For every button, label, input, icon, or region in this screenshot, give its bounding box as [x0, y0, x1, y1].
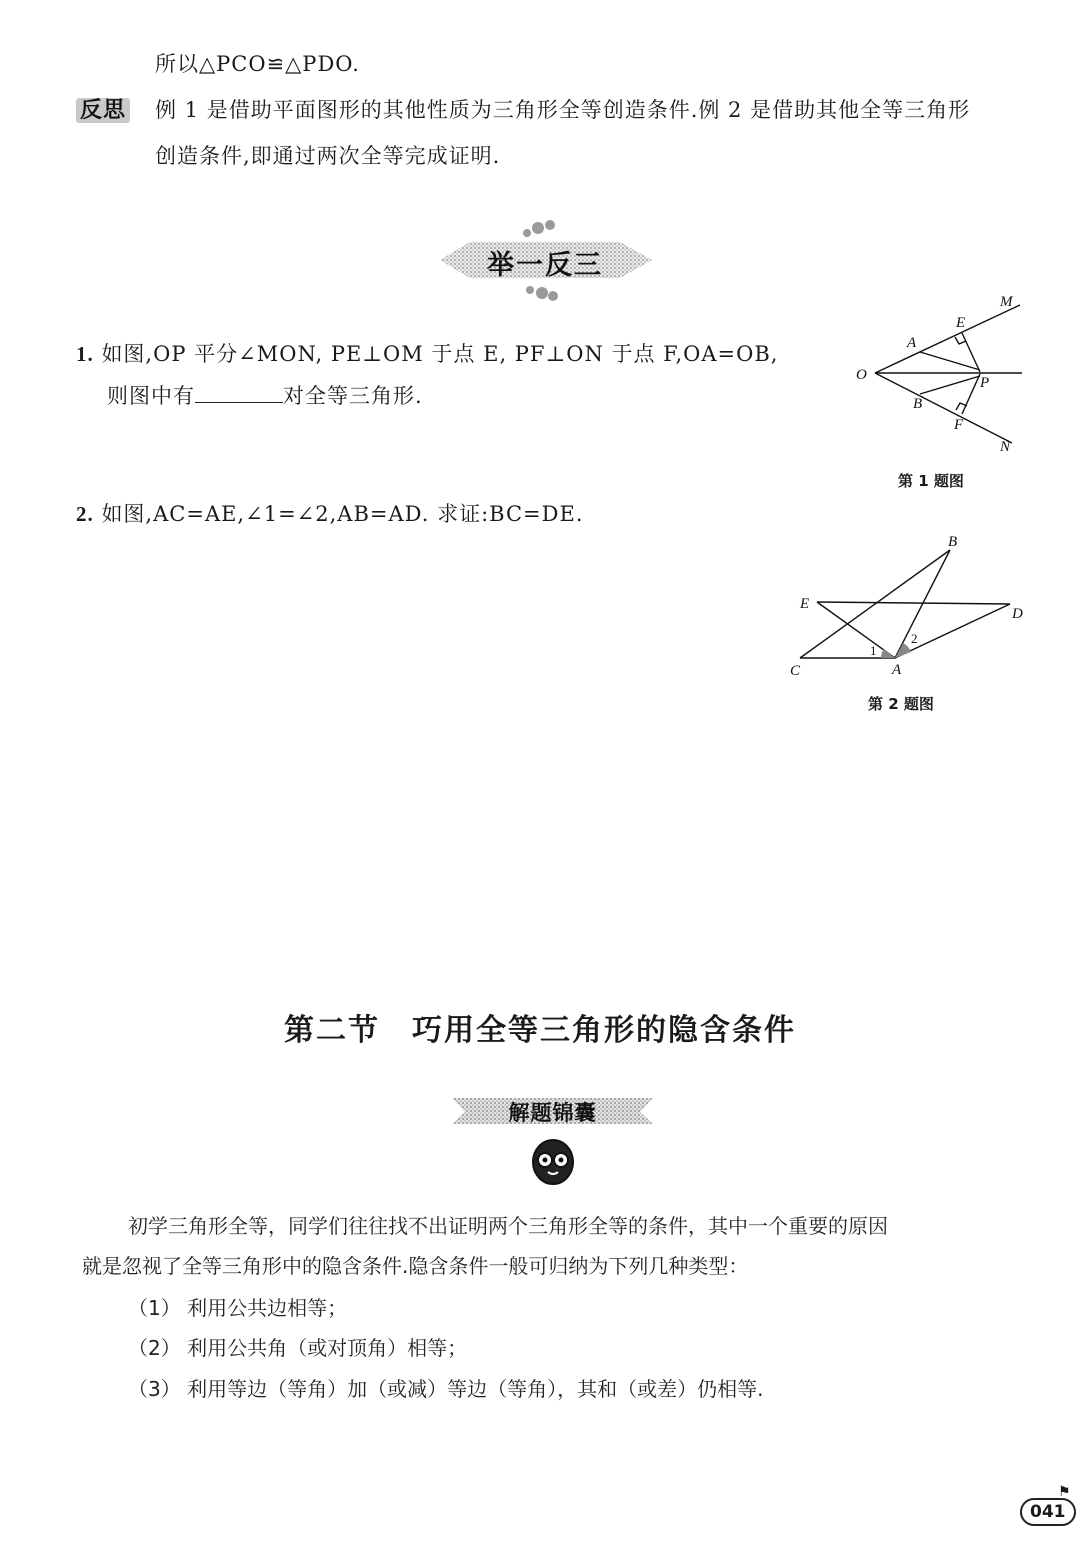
figure-2-caption: 第 2 题图 [868, 695, 934, 713]
answer-blank[interactable] [195, 384, 283, 403]
label-O: O [856, 367, 867, 383]
question-2-text: 如图,AC=AE,∠1=∠2,AB=AD. 求证:BC=DE. [101, 502, 584, 526]
label-A: A [907, 335, 917, 351]
label-C-2: C [790, 663, 801, 679]
flag-icon: ⚑ [1058, 1484, 1071, 1500]
question-1-text-post: 对全等三角形. [283, 384, 423, 408]
section-paragraph-line-1: 初学三角形全等，同学们往往找不出证明两个三角形全等的条件，其中一个重要的原因 [128, 1214, 888, 1238]
question-1-line-2 [107, 380, 423, 410]
banner-practice [430, 215, 660, 305]
reflection-badge-label: 反思 [76, 98, 130, 123]
label-A-2: A [892, 662, 902, 678]
figure-2-diagram [780, 525, 1040, 685]
label-E: E [956, 315, 966, 331]
page-number: 041 [1020, 1498, 1076, 1526]
label-D-2: D [1012, 606, 1023, 622]
label-angle-1: 1 [870, 643, 877, 658]
question-2-line [76, 498, 584, 528]
figure-1-caption: 第 1 题图 [898, 472, 964, 490]
reflection-line-1: 例 1 是借助平面图形的其他性质为三角形全等创造条件.例 2 是借助其他全等三角形 [155, 98, 971, 122]
reflection-line-2: 创造条件,即通过两次全等完成证明. [155, 144, 501, 168]
list-item-1: （1） 利用公共边相等； [128, 1296, 348, 1320]
banner-tips [450, 1090, 655, 1190]
list-item-3: （3） 利用等边（等角）加（或减）等边（等角），其和（或差）仍相等. [128, 1377, 764, 1401]
list-item-2: （2） 利用公共角（或对顶角）相等； [128, 1336, 468, 1360]
page-number-badge [1020, 1502, 1076, 1522]
banner-tips-title: 解题锦囊 [508, 1101, 597, 1125]
label-N: N [1000, 439, 1011, 455]
label-P: P [980, 375, 990, 391]
figure-1-diagram [850, 290, 1040, 460]
reflection-badge [76, 93, 130, 124]
conclusion-line: 所以△PCO≌△PDO. [155, 52, 360, 76]
label-B-2: B [948, 534, 958, 550]
question-1-text: 如图,OP 平分∠MON, PE⊥OM 于点 E, PF⊥ON 于点 F,OA=OB, [101, 342, 779, 366]
section-title: 第二节 巧用全等三角形的隐含条件 [284, 1013, 796, 1048]
question-1-line-1 [76, 338, 778, 368]
question-2-number: 2. [76, 502, 94, 526]
label-M: M [1000, 294, 1013, 310]
section-paragraph-line-2: 就是忽视了全等三角形中的隐含条件.隐含条件一般可归纳为下列几种类型： [82, 1254, 749, 1278]
label-F: F [954, 417, 964, 433]
banner-practice-title: 举一反三 [487, 250, 603, 281]
question-1-text-pre: 则图中有 [107, 384, 195, 408]
label-E-2: E [800, 596, 810, 612]
figure-1 [850, 290, 1040, 460]
figure-2 [780, 525, 1040, 685]
question-1-number: 1. [76, 342, 94, 366]
label-angle-2: 2 [911, 631, 918, 646]
label-B: B [913, 396, 923, 412]
